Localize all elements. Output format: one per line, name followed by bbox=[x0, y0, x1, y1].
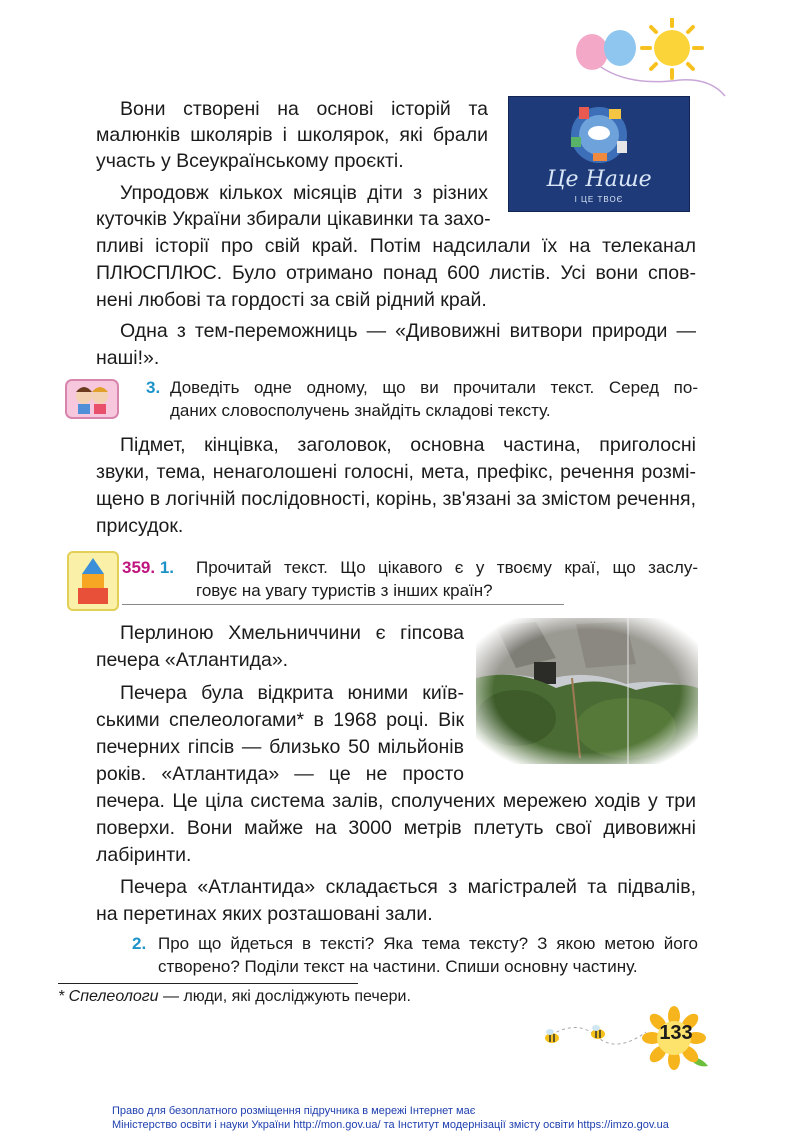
word-list-line: присудок. bbox=[96, 515, 184, 537]
paragraph1-line: участь у Всеукраїнському проєкті. bbox=[96, 150, 404, 172]
word-list-line: Підмет, кінцівка, заголовок, основна частина, приголосні bbox=[120, 434, 696, 456]
footnote-definition: — люди, які досліджують печери. bbox=[158, 988, 411, 1005]
paragraph3-line: Одна з тем-переможниць — «Дивовижні витвори природи — bbox=[120, 320, 696, 342]
bees-decoration bbox=[536, 1008, 656, 1058]
text-p2-line: років. «Атлантида» — це не просто bbox=[96, 763, 464, 785]
globe-collage-icon bbox=[509, 97, 689, 211]
footnote-separator bbox=[58, 983, 358, 984]
task2-number: 2. bbox=[132, 934, 147, 953]
exercise-line: Прочитай текст. Що цікавого є у твоєму краї, що заслу- bbox=[196, 558, 698, 577]
paragraph2-line: ПЛЮСПЛЮС. Було отримано понад 600 листів. Усі вони спов- bbox=[96, 262, 696, 284]
text-p1-line: печера «Атлантида». bbox=[96, 649, 289, 671]
paragraph2-line: куточків України збирали цікавинки та захо- bbox=[96, 208, 491, 230]
word-list-line: звуки, тема, ненаголошені голосні, мета, префікс, речення розмі- bbox=[96, 461, 696, 483]
paragraph2-line: Упродовж кількох місяців діти з різних bbox=[120, 182, 488, 204]
task3-line: Доведіть одне одному, що ви прочитали текст. Серед по- bbox=[170, 378, 698, 397]
legal-line: Міністерство освіти і науки України http://mon.gov.ua/ та Інститут модернізації змісту освіти https://imzo.gov.ua bbox=[112, 1119, 669, 1131]
paragraph3-line: наші!». bbox=[96, 347, 160, 369]
project-logo-image bbox=[508, 96, 690, 212]
page-number: 133 bbox=[659, 1022, 693, 1044]
text-p3-line: Печера «Атлантида» складається з магістралей та підвалів, bbox=[120, 876, 696, 898]
paragraph2-line: пливі історії про свій край. Потім надсилали їх на телеканал bbox=[96, 235, 696, 257]
exercise-underline bbox=[122, 604, 564, 605]
text-p2-line: лабіринти. bbox=[96, 844, 192, 866]
exercise-number: 359. bbox=[122, 558, 156, 577]
task2-line: Про що йдеться в тексті? Яка тема тексту? З якою метою його bbox=[158, 934, 698, 953]
blocks-icon bbox=[66, 550, 120, 612]
word-list-line: щено в логічній послідовності, корінь, зв'язані за змістом речення, bbox=[96, 488, 696, 510]
paragraph2-line: нені любові та гордості за свій рідний край. bbox=[96, 289, 487, 311]
logo-main-text: Це Наше bbox=[546, 167, 652, 192]
logo-sub-text: І ЦЕ ТВОЄ bbox=[574, 195, 624, 204]
task3-number: 3. bbox=[146, 378, 161, 397]
text-p2-line: ськими спелеологами* в 1968 році. Вік bbox=[96, 709, 464, 731]
task2-line: створено? Поділи текст на частини. Спиши основну частину. bbox=[158, 957, 638, 976]
cave-photo bbox=[476, 618, 698, 764]
task3-line: даних словосполучень знайдіть складові тексту. bbox=[170, 401, 551, 420]
text-p1-line: Перлиною Хмельниччини є гіпсова bbox=[120, 622, 464, 644]
footnote-term: * Спелеологи bbox=[58, 988, 159, 1005]
text-p2-line: поверхи. Вони майже на 3000 метрів плетуть свої дивовижні bbox=[96, 817, 696, 839]
text-p2-line: Печера була відкрита юними київ- bbox=[120, 682, 464, 704]
text-p2-line: печера. Це ціла система залів, сполучених мережею ходів у три bbox=[96, 790, 696, 812]
paragraph1-line: малюнків школярів і школярок, які брали bbox=[96, 124, 488, 146]
text-p3-line: на перетинах яких розташовані зали. bbox=[96, 903, 433, 925]
balloons-sun-decoration bbox=[560, 18, 730, 98]
legal-line: Право для безоплатного розміщення підручника в мережі Інтернет має bbox=[112, 1105, 476, 1117]
exercise-sub-number: 1. bbox=[159, 558, 175, 577]
text-p2-line: печерних гіпсів — близько 50 мільйонів bbox=[96, 736, 464, 758]
footnote bbox=[58, 988, 411, 1006]
exercise-line: говує на увагу туристів з інших країн? bbox=[196, 581, 493, 600]
pair-work-icon bbox=[62, 374, 122, 424]
paragraph1-line: Вони створені на основі історій та bbox=[120, 98, 488, 120]
